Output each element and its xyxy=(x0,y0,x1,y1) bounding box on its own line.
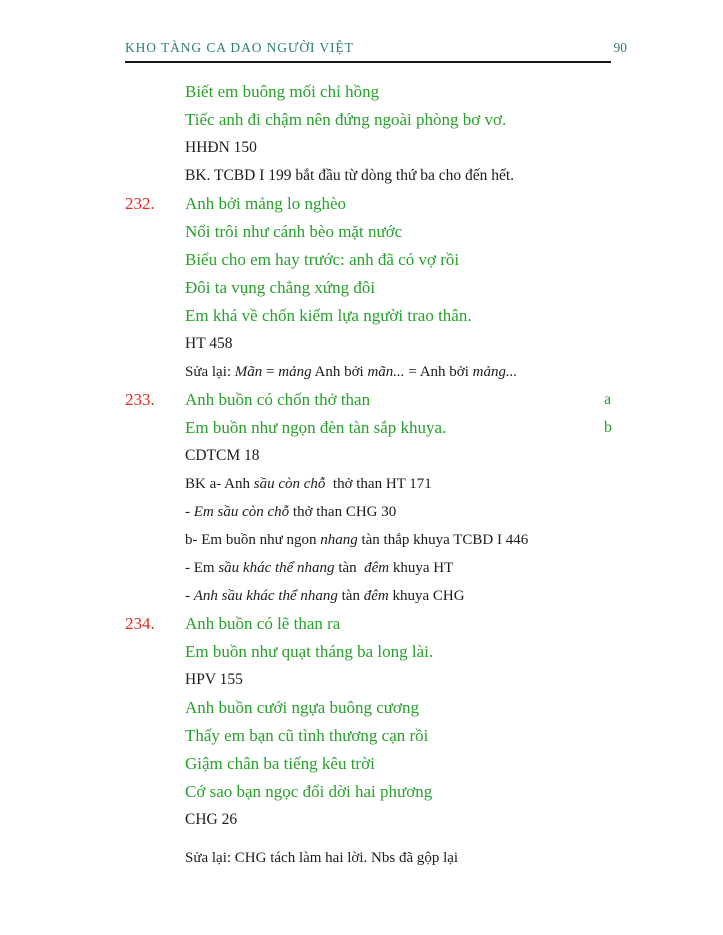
verse-line xyxy=(0,610,723,638)
verse-text: Cớ sao bạn ngọc đổi dời hai phương xyxy=(185,782,433,801)
verse-line xyxy=(0,78,723,106)
header-rule xyxy=(125,61,611,63)
verse-text: Nổi trôi như cánh bèo mặt nước xyxy=(185,222,403,241)
note-line xyxy=(0,358,723,386)
verse-line xyxy=(0,638,723,666)
entry-number: 233. xyxy=(125,390,155,409)
note-line xyxy=(0,470,723,498)
content xyxy=(0,78,723,872)
entry-number: 232. xyxy=(125,194,155,213)
verse-text: Em buồn như ngọn đèn tàn sắp khuya. xyxy=(185,418,447,437)
ref-text: HHĐN 150 xyxy=(185,139,257,156)
note-line xyxy=(0,498,723,526)
verse-line xyxy=(0,722,723,750)
verse-text: Thấy em bạn cũ tình thương cạn rồi xyxy=(185,726,429,745)
verse-text: Tiếc anh đi chậm nên đứng ngoài phòng bơ vơ. xyxy=(185,110,507,129)
ref-text: CHG 26 xyxy=(185,811,238,828)
note-line xyxy=(0,844,723,872)
note-line xyxy=(0,526,723,554)
ref-text: HPV 155 xyxy=(185,671,243,688)
verse-text: Anh buồn cưới ngựa buông cương xyxy=(185,698,420,717)
page-header-title: KHO TÀNG CA DAO NGƯỜI VIỆT xyxy=(125,40,354,55)
ref-line xyxy=(0,162,723,190)
verse-line xyxy=(0,218,723,246)
verse-text: Biết em buông mối chỉ hồng xyxy=(185,82,380,101)
verse-text: Em buồn như quạt tháng ba long lài. xyxy=(185,642,434,661)
ref-text: HT 458 xyxy=(185,335,233,352)
note-text: BK a- Anh sầu còn chỗ thở than HT 171 xyxy=(185,476,432,492)
verse-line xyxy=(0,778,723,806)
ref-text: CDTCM 18 xyxy=(185,447,260,464)
note-text: - Anh sầu khác thể nhang tàn đêm khuya CHG xyxy=(185,588,465,604)
verse-line xyxy=(0,246,723,274)
verse-line xyxy=(0,750,723,778)
verse-line xyxy=(0,302,723,330)
line-marker: b xyxy=(604,419,612,436)
ref-line xyxy=(0,442,723,470)
verse-text: Em khá về chốn kiếm lựa người trao thân. xyxy=(185,306,472,325)
page-number: 90 xyxy=(613,40,627,55)
verse-text: Anh buồn có chốn thở than xyxy=(185,390,371,409)
verse-text: Giậm chân ba tiếng kêu trời xyxy=(185,754,375,773)
verse-text: Đôi ta vụng chẳng xứng đôi xyxy=(185,278,376,297)
verse-line xyxy=(0,274,723,302)
entry-number: 234. xyxy=(125,614,155,633)
note-text: - Em sầu khác thể nhang tàn đêm khuya HT xyxy=(185,560,454,576)
note-line xyxy=(0,582,723,610)
verse-line xyxy=(0,190,723,218)
verse-line xyxy=(0,694,723,722)
verse-text: Biểu cho em hay trước: anh đã có vợ rồi xyxy=(185,250,460,269)
verse-text: Anh buồn có lẽ than ra xyxy=(185,614,341,633)
note-line xyxy=(0,554,723,582)
line-marker: a xyxy=(604,391,612,408)
ref-line xyxy=(0,806,723,834)
note-text: b- Em buồn như ngon nhang tàn thắp khuya TCBD I 446 xyxy=(185,532,529,548)
ref-text: BK. TCBD I 199 bắt đầu từ dòng thứ ba cho đến hết. xyxy=(185,167,515,184)
verse-line xyxy=(0,386,723,414)
note-text: Sửa lại: CHG tách làm hai lời. Nbs đã gộp lại xyxy=(185,850,459,866)
ref-line xyxy=(0,666,723,694)
ref-line xyxy=(0,330,723,358)
ref-line xyxy=(0,134,723,162)
note-text: Sửa lại: Mãn = mảng Anh bởi mãn... = Anh bởi mảng... xyxy=(185,364,518,380)
verse-text: Anh bởi mảng lo nghèo xyxy=(185,194,347,213)
verse-line xyxy=(0,414,723,442)
verse-line xyxy=(0,106,723,134)
note-text: - Em sầu còn chỗ thở than CHG 30 xyxy=(185,504,397,520)
